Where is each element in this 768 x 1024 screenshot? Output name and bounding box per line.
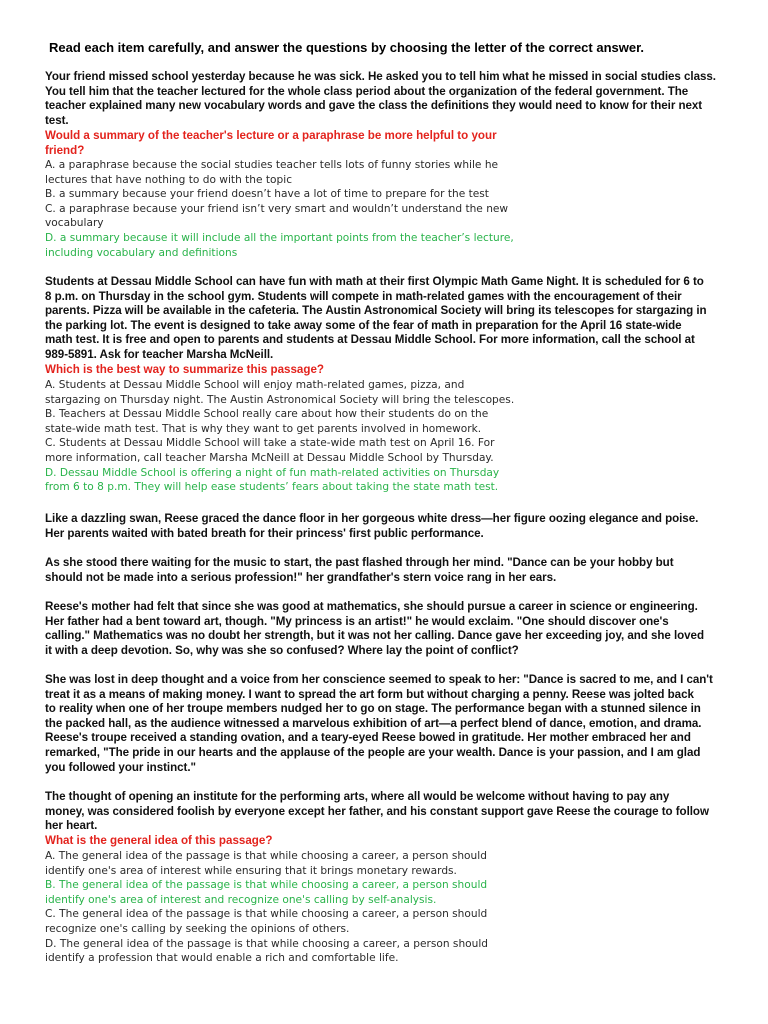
item1-options [45,158,725,260]
item3-options [45,849,725,966]
passage-line: should not be made into a serious profession!" her grandfather's stern voice rang in her ears. [45,570,557,584]
option-c-line: C. a paraphrase because your friend isn’t very smart and wouldn’t understand the new [45,202,509,215]
passage-line: As she stood there waiting for the music to start, the past flashed through her mind. "Dance can be your hobby but [45,556,674,569]
passage-line: the parking lot. The event is designed to take away some of the fear of math in preparation for the April 16 state-wide [45,318,682,332]
item3-paragraph-5 [45,790,725,834]
question-line: friend? [45,143,85,157]
passage-line: Your friend missed school yesterday because he was sick. He asked you to tell him what he missed in social studies class. [45,70,716,83]
passage-line: it with a deep devotion. So, why was she so confused? Where lay the point of conflict? [45,643,519,657]
passage-line: calling." Mathematics was no doubt her strength, but it was not her calling. Dance gave her exceeding joy, and she loved [45,629,704,643]
item1-passage [45,70,725,128]
option-a-line: A. The general idea of the passage is that while choosing a career, a person should [45,850,487,862]
question-line: Would a summary of the teacher's lecture or a paraphrase be more helpful to your [45,129,497,142]
passage-line: test. [45,113,69,127]
option-d-correct-line: from 6 to 8 p.m. They will help ease students’ fears about taking the state math test. [45,481,499,494]
passage-line: 8 p.m. on Thursday in the school gym. Students will compete in math-related games with the encouragement of their [45,289,682,303]
passage-line: math test. It is free and open to parents and students at Dessau Middle School. For more information, call the school at [45,333,695,347]
option-c-line: vocabulary [45,217,104,230]
option-a-line: A. a paraphrase because the social studies teacher tells lots of funny stories while he [45,159,499,171]
option-b-line: B. a summary because your friend doesn’t have a lot of time to prepare for the test [45,188,489,201]
option-c-line: C. Students at Dessau Middle School will take a state-wide math test on April 16. For [45,437,495,450]
item3-paragraph-1 [45,512,725,541]
option-d-correct-line: D. a summary because it will include all the important points from the teacher’s lecture, [45,231,514,244]
option-c-line: more information, call teacher Marsha McNeill at Dessau Middle School by Thursday. [45,451,494,464]
passage-line: you followed your instinct." [45,760,196,774]
option-d-correct-line: D. Dessau Middle School is offering a night of fun math-related activities on Thursday [45,466,500,479]
item3-paragraph-2 [45,556,725,585]
option-b-line: state-wide math test. That is why they want to get parents involved in homework. [45,422,482,435]
passage-line: Reese's troupe received a standing ovation, and a teary-eyed Reese bowed in gratitude. Her mother embraced her and [45,731,691,745]
option-b-line: B. Teachers at Dessau Middle School really care about how their students do on the [45,408,489,421]
option-b-correct-line: B. The general idea of the passage is that while choosing a career, a person should [45,879,488,892]
option-a-line: stargazing on Thursday night. The Austin Astronomical Society will bring the telescopes. [45,393,515,406]
item2-options [45,378,725,495]
instructions-heading: Read each item carefully, and answer the questions by choosing the letter of the correct answer. [49,40,645,55]
option-d-line: identify a profession that would enable a rich and comfortable life. [45,952,399,965]
item1-question [45,129,725,158]
question-line: What is the general idea of this passage? [45,834,273,847]
option-b-correct-line: identify one's area of interest and recognize one's calling by self-analysis. [45,893,437,906]
option-a-line: A. Students at Dessau Middle School will enjoy math-related games, pizza, and [45,379,465,391]
item2-question [45,363,725,378]
passage-line: Students at Dessau Middle School can have fun with math at their first Olympic Math Game Night. It is scheduled for 6 to [45,275,704,288]
question-line: Which is the best way to summarize this passage? [45,363,324,376]
passage-line: Like a dazzling swan, Reese graced the dance floor in her gorgeous white dress—her figure oozing elegance and poise. [45,512,699,525]
passage-line: The thought of opening an institute for the performing arts, where all would be welcome without having to pay any [45,790,670,803]
passage-line: remarked, "The pride in our hearts and the applause of the people are your wealth. Dance is your passion, and I am glad [45,745,701,759]
option-a-line: lectures that have nothing to do with the topic [45,173,293,186]
passage-line: parents. Pizza will be available in the cafeteria. The Austin Astronomical Society will bring its telescopes for stargazing in [45,304,707,318]
passage-line: Her parents waited with bated breath for their princess' first public performance. [45,526,484,540]
option-d-correct-line: including vocabulary and definitions [45,246,238,259]
item3-paragraph-3 [45,600,725,658]
passage-line: money, was considered foolish by everyone except her father, and his constant support gave Reese the courage to follow [45,804,709,818]
passage-line: to reality when one of her troupe members nudged her to go on stage. The performance began with a stunned silence in [45,702,701,716]
passage-line: the packed hall, as the audience witnessed a marvelous exhibition of art—a perfect blend of dance, emotion, and drama. [45,716,702,730]
item3-question [45,834,725,849]
option-a-line: identify one's area of interest while ensuring that it brings monetary rewards. [45,864,457,877]
option-c-line: recognize one's calling by seeking the opinions of others. [45,922,350,935]
item2-passage [45,275,725,363]
option-d-line: D. The general idea of the passage is that while choosing a career, a person should [45,937,489,950]
passage-line: You tell him that the teacher lectured for the whole class period about the organization of the federal government. The [45,84,689,98]
item3-paragraph-4 [45,673,725,775]
passage-line: teacher explained many new vocabulary words and gave the class the definitions they would need to know for their next [45,99,703,113]
passage-line: treat it as a means of making money. I want to spread the art form but without charging a penny. Reese was jolted back [45,687,694,701]
passage-line: her heart. [45,819,98,833]
passage-line: She was lost in deep thought and a voice from her conscience seemed to speak to her: "Dance is sacred to me, and I can't [45,673,713,686]
passage-line: Her father had a bent toward art, though. "My princess is an artist!" he would exclaim. "One should discover one's [45,614,669,628]
option-c-line: C. The general idea of the passage is that while choosing a career, a person should [45,908,488,921]
passage-line: Reese's mother had felt that since she was good at mathematics, she should pursue a career in science or engineering. [45,600,698,613]
passage-line: 989-5891. Ask for teacher Marsha McNeill. [45,347,274,361]
